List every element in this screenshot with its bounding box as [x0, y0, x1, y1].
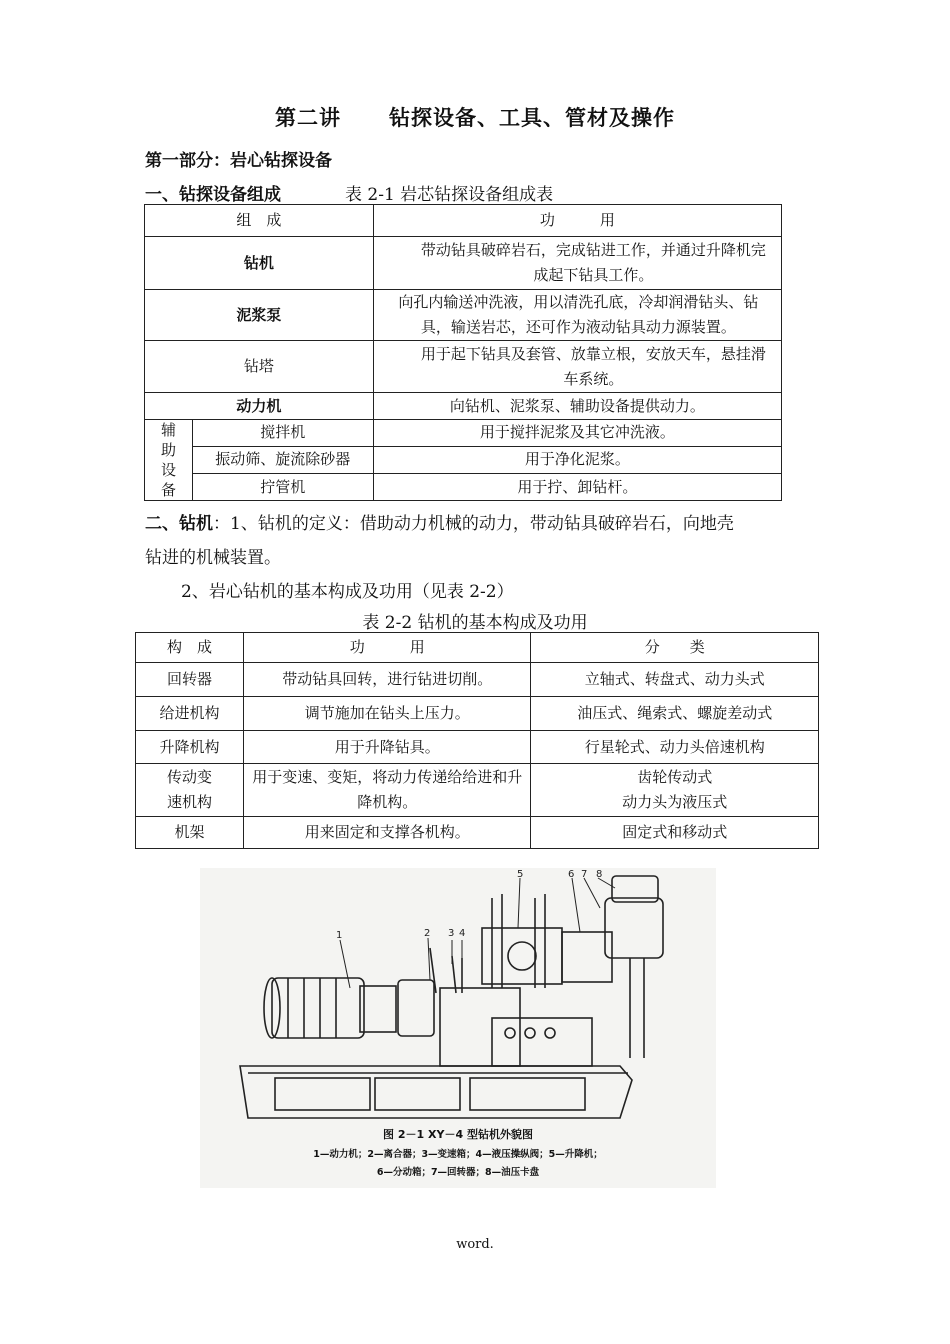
aux-label-char: 辅 — [160, 421, 176, 439]
title-part2: 钻探设备、工具、管材及操作 — [389, 106, 675, 130]
callout-2: 2 — [424, 928, 431, 939]
table-row — [145, 290, 782, 341]
table-header-cell: 组 成 — [145, 205, 374, 237]
section2-heading: 二、钻机 — [145, 514, 213, 534]
table-header-cell: 分 类 — [531, 633, 819, 663]
table-row — [145, 237, 782, 290]
gearbox — [440, 988, 520, 1066]
table-header-cell: 构 成 — [136, 633, 244, 663]
table-cell-name: 升降机构 — [136, 731, 244, 764]
table-cell-name: 钻塔 — [145, 341, 374, 393]
table-row — [145, 474, 782, 501]
table-cell-use: 调节施加在钻头上压力。 — [243, 697, 531, 731]
table-cell-name: 钻机 — [145, 237, 374, 290]
callout-7: 7 — [581, 869, 588, 880]
aux-label-char: 设 — [160, 461, 176, 479]
table-cell-use: 用来固定和支撑各机构。 — [243, 817, 531, 849]
callout-1: 1 — [336, 930, 343, 941]
table2-caption: 表 2-2 钻机的基本构成及功用 — [362, 613, 588, 633]
callout-6: 6 — [568, 869, 575, 880]
table-header-row — [145, 205, 782, 237]
drill-definition-line2: 钻进的机械装置。 — [145, 548, 281, 568]
table-row — [145, 393, 782, 420]
callout-8: 8 — [596, 869, 603, 880]
table-header-cell: 功 用 — [373, 205, 781, 237]
section1-heading: 一、钻探设备组成 — [145, 185, 281, 205]
table-cell-name: 传动变速机构 — [136, 764, 244, 817]
footer: word. — [456, 1237, 494, 1252]
page-title — [0, 102, 950, 132]
table-cell-use: 带动钻具破碎岩石，完成钻进工作，并通过升降机完成起下钻具工作。 — [373, 237, 781, 290]
callout-3: 3 — [448, 928, 455, 939]
drill-definition-line1 — [145, 509, 825, 534]
skid-panel — [375, 1078, 460, 1110]
clutch — [398, 980, 434, 1036]
hoist-drum — [482, 928, 562, 984]
table-cell-use: 用于变速、变矩，将动力传递给给进和升降机构。 — [243, 764, 531, 817]
definition-text: ：1、钻机的定义：借助动力机械的动力，带动钻具破碎岩石，向地壳 — [213, 514, 734, 534]
table-cell-use: 用于搅拌泥浆及其它冲洗液。 — [373, 420, 781, 447]
figure-caption: 图 2－1 XY－4 型钻机外貌图 — [383, 1128, 533, 1141]
skid-panel — [275, 1078, 370, 1110]
table-cell-use: 用于拧、卸钻杆。 — [373, 474, 781, 501]
table-cell-name: 泥浆泵 — [145, 290, 374, 341]
aux-equipment-label — [145, 420, 193, 501]
callout-4: 4 — [459, 928, 466, 939]
figure-legend-line2: 6—分动箱；7—回转器；8—油压卡盘 — [376, 1167, 540, 1178]
table1-caption: 表 2-1 岩芯钻探设备组成表 — [345, 185, 554, 205]
table-row — [136, 663, 819, 697]
table-row — [136, 817, 819, 849]
figure-legend-line1: 1—动力机；2—离合器；3—变速箱；4—液压操纵阀；5—升降机； — [313, 1149, 603, 1160]
drill-rig-figure — [200, 868, 716, 1188]
part-heading: 第一部分：岩心钻探设备 — [145, 151, 332, 171]
table-cell-use: 向孔内输送冲洗液，用以清洗孔底，冷却润滑钻头、钻具，输送岩芯，还可作为液动钻具动力源装置。 — [373, 290, 781, 341]
table-cell-kind: 固定式和移动式 — [531, 817, 819, 849]
table-cell-kind: 齿轮传动式 动力头为液压式 — [531, 764, 819, 817]
table-cell-use: 带动钻具回转，进行钻进切削。 — [243, 663, 531, 697]
table-header-row — [136, 633, 819, 663]
rotary-head — [605, 898, 663, 958]
title-part1: 第二讲 — [275, 106, 341, 130]
table-cell-kind: 油压式、绳索式、螺旋差动式 — [531, 697, 819, 731]
table-header-cell: 功 用 — [243, 633, 531, 663]
table-cell-kind: 行星轮式、动力头倍速机构 — [531, 731, 819, 764]
drill-components-table — [135, 632, 819, 849]
table-row — [145, 341, 782, 393]
table-row — [145, 420, 782, 447]
table-cell-name: 拧管机 — [192, 474, 373, 501]
table-row — [136, 731, 819, 764]
table-cell-kind: 立轴式、转盘式、动力头式 — [531, 663, 819, 697]
table-row — [136, 764, 819, 817]
table-cell-use: 用于升降钻具。 — [243, 731, 531, 764]
table-cell-use: 向钻机、泥浆泵、辅助设备提供动力。 — [373, 393, 781, 420]
aux-label-char: 备 — [160, 481, 176, 499]
table-cell-name: 搅拌机 — [192, 420, 373, 447]
control-panel — [492, 1018, 592, 1066]
table-cell-name: 回转器 — [136, 663, 244, 697]
table-cell-name: 动力机 — [145, 393, 374, 420]
table-cell-use: 用于净化泥浆。 — [373, 446, 781, 474]
table-cell-use: 用于起下钻具及套管、放靠立根，安放天车，悬挂滑车系统。 — [373, 341, 781, 393]
aux-label-char: 助 — [160, 441, 176, 459]
callout-5: 5 — [517, 869, 524, 880]
subsection-2-heading: 2、岩心钻机的基本构成及功用（见表 2-2） — [181, 582, 514, 602]
table-cell-name: 振动筛、旋流除砂器 — [192, 446, 373, 474]
table-cell-name: 给进机构 — [136, 697, 244, 731]
table-row — [136, 697, 819, 731]
skid-panel — [470, 1078, 585, 1110]
table-cell-name: 机架 — [136, 817, 244, 849]
table-row — [145, 446, 782, 474]
equipment-table — [144, 204, 782, 501]
